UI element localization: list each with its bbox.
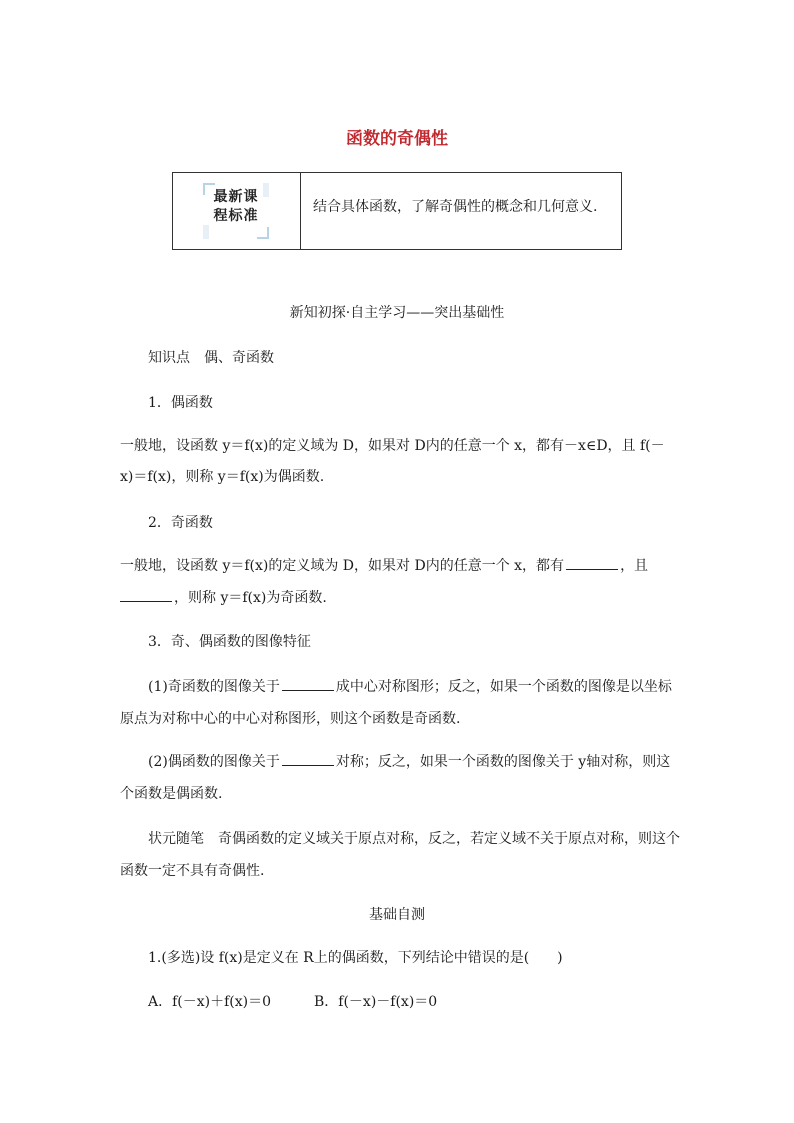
note-line2: 函数一定不具有奇偶性. [120, 863, 265, 879]
curriculum-standard-text: 结合具体函数，了解奇偶性的概念和几何意义. [313, 199, 598, 215]
box-divider [300, 173, 301, 249]
odd-def-text-b: ，且 [620, 558, 649, 574]
fill-in-blank[interactable] [282, 753, 334, 766]
badge-label-line2: 程标准 [213, 208, 259, 224]
knowledge-point-heading: 知识点 偶、奇函数 [148, 350, 274, 366]
even-function-heading: 1．偶函数 [148, 395, 213, 411]
curriculum-standard-box [172, 172, 622, 250]
section-heading-new-knowledge: 新知初探·自主学习——突出基础性 [289, 305, 505, 321]
badge-corner-decoration [263, 183, 269, 197]
fill-in-blank[interactable] [566, 557, 618, 570]
odd-def-text-c: ，则称 y＝f(x)为奇函数. [174, 590, 327, 606]
graph-item1-text-b: 成中心对称图形；反之，如果一个函数的图像是以坐标 [335, 679, 672, 695]
odd-function-heading: 2．奇函数 [148, 515, 213, 531]
even-function-def-line1: 一般地，设函数 y＝f(x)的定义域为 D，如果对 D内的任意一个 x，都有－x∈D，且 f(－ [120, 438, 665, 454]
graph-item1-line2: 原点为对称中心的中心对称图形，则这个函数是奇函数. [120, 711, 461, 727]
fill-in-blank[interactable] [282, 678, 334, 691]
question1-stem: 1.(多选)设 f(x)是定义在 R上的偶函数，下列结论中错误的是( ) [148, 950, 563, 966]
graph-item2-line2: 个函数是偶函数. [120, 786, 223, 802]
graph-item2-text-b: 对称；反之，如果一个函数的图像关于 y轴对称，则这 [335, 754, 671, 770]
badge-corner-decoration [257, 227, 269, 239]
badge-label-line1: 最新课 [213, 189, 259, 205]
fill-in-blank[interactable] [120, 589, 172, 602]
question1-option-a[interactable]: A．f(－x)＋f(x)＝0 [148, 994, 272, 1010]
graph-item2-text-a: (2)偶函数的图像关于 [148, 754, 280, 770]
odd-def-text-a: 一般地，设函数 y＝f(x)的定义域为 D，如果对 D内的任意一个 x，都有 [120, 558, 565, 574]
graph-item1-line1 [148, 676, 672, 696]
graph-features-heading: 3．奇、偶函数的图像特征 [148, 634, 311, 650]
section-heading-self-test: 基础自测 [369, 907, 425, 923]
graph-item2-line1 [148, 751, 670, 771]
graph-item1-text-a: (1)奇函数的图像关于 [148, 679, 280, 695]
curriculum-standard-badge [203, 183, 269, 239]
badge-corner-decoration [203, 225, 209, 239]
document-title: 函数的奇偶性 [346, 129, 448, 149]
even-function-def-line2: x)＝f(x)，则称 y＝f(x)为偶函数. [120, 469, 325, 485]
odd-function-def-line2 [120, 587, 327, 607]
odd-function-def-line1 [120, 555, 648, 575]
note-line1: 状元随笔 奇偶函数的定义域关于原点对称，反之，若定义域不关于原点对称，则这个 [148, 831, 680, 847]
question1-option-b[interactable]: B．f(－x)－f(x)＝0 [314, 994, 438, 1010]
